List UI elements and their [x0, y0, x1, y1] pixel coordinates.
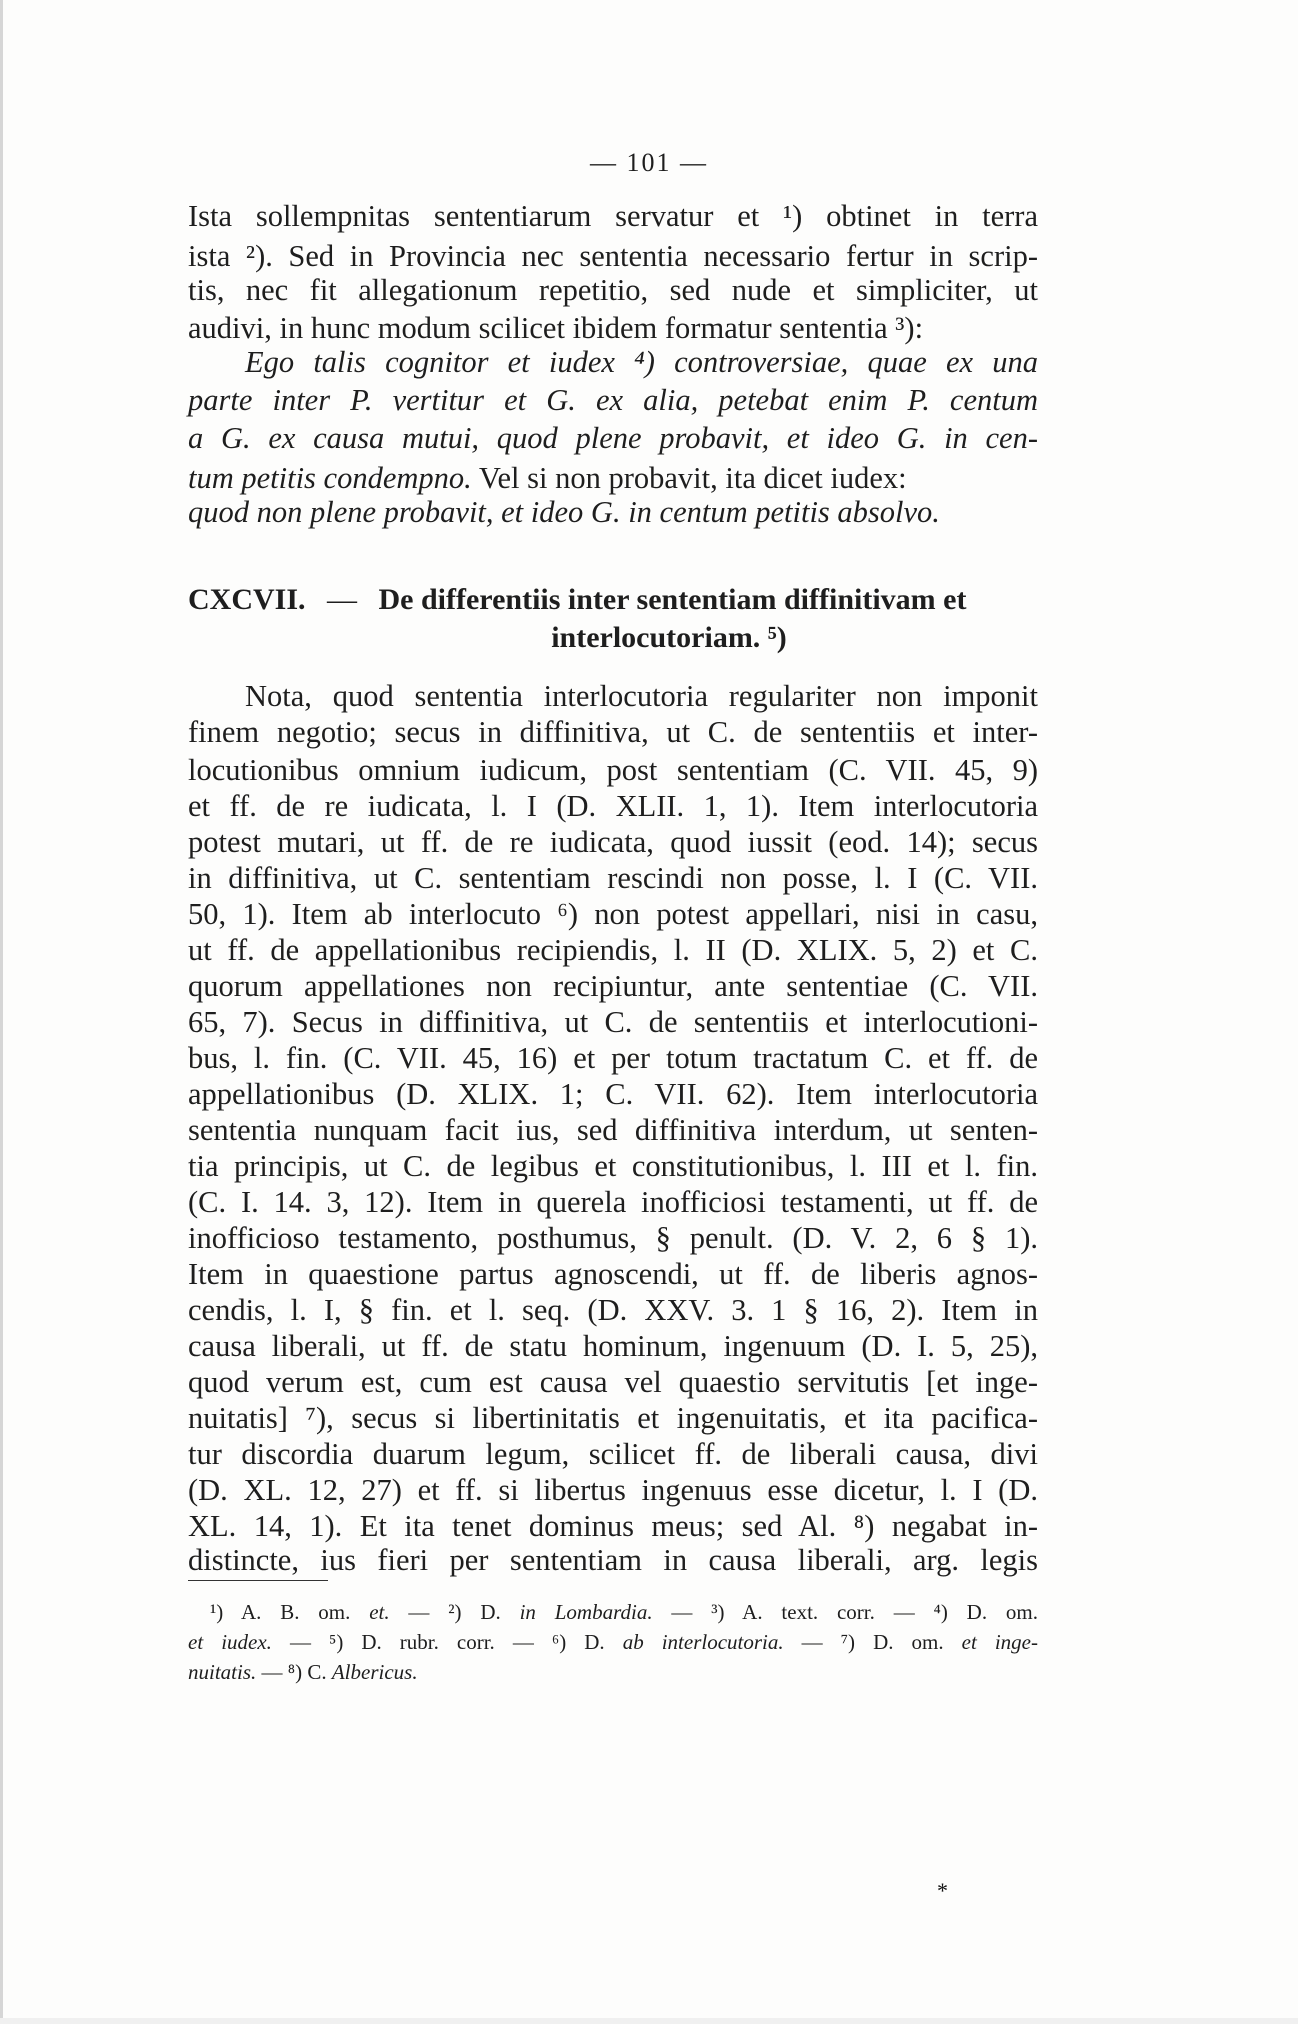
- para2-line: nuitatis] ⁷), secus si libertinitatis et ingenuitatis, et ita pacifica-: [188, 1401, 1038, 1435]
- para2-line: tur discordia duarum legum, scilicet ff. de liberali causa, divi: [188, 1437, 1038, 1471]
- para1-line: ista ²). Sed in Provincia nec sententia necessario fertur in scrip-: [188, 239, 1038, 273]
- para2-line: quorum appellationes non recipiuntur, ante sententiae (C. VII.: [188, 969, 1038, 1003]
- para2-line: potest mutari, ut ff. de re iudicata, quod iussit (eod. 14); secus: [188, 825, 1038, 859]
- para1-line: Ista sollempnitas sententiarum servatur et ¹) obtinet in terra: [188, 199, 1038, 233]
- chapter-title-line2: interlocutoriam. ⁵): [551, 621, 787, 654]
- para2-line: 65, 7). Secus in diffinitiva, ut C. de sententiis et interlocutioni-: [188, 1005, 1038, 1039]
- para2-line: quod verum est, cum est causa vel quaestio servitutis [et inge-: [188, 1365, 1038, 1399]
- para1-line: tis, nec fit allegationum repetitio, sed nude et simpliciter, ut: [188, 273, 1038, 307]
- para2-line: tia principis, ut C. de legibus et constitutionibus, l. III et l. fin.: [188, 1149, 1038, 1183]
- para2-line: XL. 14, 1). Et ita tenet dominus meus; sed Al. ⁸) negabat in-: [188, 1509, 1038, 1543]
- footnote-italic-run: nuitatis.: [188, 1660, 257, 1684]
- footnote-italic-run: in Lombardia.: [519, 1600, 653, 1624]
- footnote-line: [210, 1598, 1038, 1626]
- para2-line: distincte, ius fieri per sententiam in causa liberali, arg. legis: [188, 1543, 1038, 1577]
- para2-line: Item in quaestione partus agnoscendi, ut ff. de liberis agnos-: [188, 1257, 1038, 1291]
- para2-line: causa liberali, ut ff. de statu hominum, ingenuum (D. I. 5, 25),: [188, 1329, 1038, 1363]
- formula-roman: Vel si non probavit, ita dicet iudex:: [471, 461, 907, 495]
- formula-line: a G. ex causa mutui, quod plene probavit, et ideo G. in cen-: [188, 421, 1038, 455]
- para2-line: finem negotio; secus in diffinitiva, ut C. de sententiis et inter-: [188, 715, 1038, 749]
- para2-line: sententia nunquam facit ius, sed diffinitiva interdum, ut senten-: [188, 1113, 1038, 1147]
- formula-line: Ego talis cognitor et iudex ⁴) controversiae, quae ex una: [245, 345, 1038, 379]
- para2-line: et ff. de re iudicata, l. I (D. XLII. 1, 1). Item interlocutoria: [188, 789, 1038, 823]
- footnote-run: ¹) A. B. om.: [210, 1600, 370, 1624]
- footnote-run: — ⁵) D. rubr. corr. — ⁶) D.: [271, 1630, 623, 1654]
- footnote-line: [188, 1658, 1038, 1686]
- para1-line: audivi, in hunc modum scilicet ibidem formatur sententia ³):: [188, 311, 924, 345]
- para2-line: (C. I. 14. 3, 12). Item in querela inofficiosi testamenti, ut ff. de: [188, 1185, 1038, 1219]
- footnote-run: — ²) D.: [389, 1600, 520, 1624]
- page-number: — 101 —: [590, 148, 708, 177]
- footnote-italic-run: Albericus.: [331, 1660, 418, 1684]
- para2-line: inofficioso testamento, posthumus, § penult. (D. V. 2, 6 § 1).: [188, 1221, 1038, 1255]
- asterisk-mark: *: [937, 1878, 948, 1903]
- footnote-italic-run: et iudex.: [188, 1630, 272, 1654]
- footnote-italic-run: et inge-: [961, 1630, 1038, 1654]
- formula-line: quod non plene probavit, et ideo G. in centum petitis absolvo.: [188, 495, 940, 529]
- chapter-title-line1: De differentiis inter sententiam diffinitivam et: [378, 583, 967, 616]
- chapter-number: CXCVII.: [188, 583, 306, 616]
- para2-line: locutionibus omnium iudicum, post sententiam (C. VII. 45, 9): [188, 753, 1038, 787]
- scan-edge-left: [0, 0, 3, 2024]
- chapter-heading: [188, 580, 1038, 620]
- para2-line: (D. XL. 12, 27) et ff. si libertus ingenuus esse dicetur, l. I (D.: [188, 1473, 1038, 1507]
- footnote-italic-run: et.: [369, 1600, 390, 1624]
- para2-line: Nota, quod sententia interlocutoria regulariter non imponit: [245, 679, 1038, 713]
- footnote-italic-run: ab interlocutoria.: [622, 1630, 784, 1654]
- para2-line: in diffinitiva, ut C. sententiam rescindi non posse, l. I (C. VII.: [188, 861, 1038, 895]
- para2-line: 50, 1). Item ab interlocuto ⁶) non potest appellari, nisi in casu,: [188, 897, 1038, 931]
- footnote-run: — ³) A. text. corr. — ⁴) D. om.: [652, 1600, 1038, 1624]
- formula-italic: tum petitis condempno.: [188, 461, 472, 495]
- formula-line: parte inter P. vertitur et G. ex alia, petebat enim P. centum: [188, 383, 1038, 417]
- para2-line: appellationibus (D. XLIX. 1; C. VII. 62). Item interlocutoria: [188, 1077, 1038, 1111]
- footnote-run: — ⁸) C.: [256, 1660, 332, 1684]
- para2-line: cendis, l. I, § fin. et l. seq. (D. XXV. 3. 1 § 16, 2). Item in: [188, 1293, 1038, 1327]
- footnote-rule: [188, 1580, 328, 1581]
- heading-dash: —: [327, 583, 358, 616]
- para2-line: bus, l. fin. (C. VII. 45, 16) et per totum tractatum C. et ff. de: [188, 1041, 1038, 1075]
- footnote-line: [188, 1628, 1038, 1656]
- scan-edge-bottom: [0, 2018, 1298, 2024]
- para2-line: ut ff. de appellationibus recipiendis, l. II (D. XLIX. 5, 2) et C.: [188, 933, 1038, 967]
- footnote-run: — ⁷) D. om.: [783, 1630, 962, 1654]
